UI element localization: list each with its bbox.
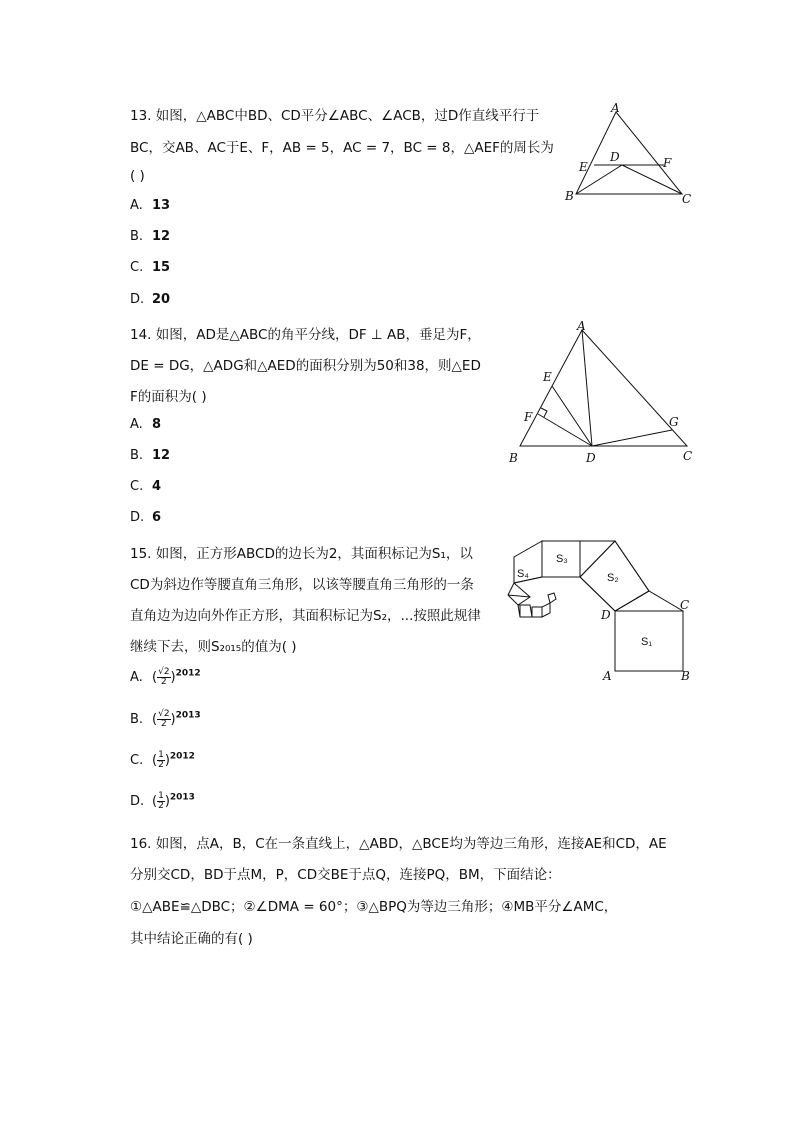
q13-label-f: F	[663, 156, 672, 170]
q14-label-c: C	[683, 449, 693, 463]
q16-stem-line1: 16. 如图，点A，B，C在一条直线上，△ABD，△BCE均为等边三角形，连接AE和CD，AE	[130, 836, 667, 852]
q15-option-c[interactable]: C. ( $\frac{1}{2}$ )$^{2012}$	[130, 750, 195, 770]
q14-option-a[interactable]: A. 8	[130, 417, 162, 432]
q15-label-b: B	[681, 669, 690, 683]
q15-option-a[interactable]: A. ( $\frac{√2}{2}$ )$^{2012}$	[130, 667, 201, 687]
q14-label-d: D	[586, 451, 596, 465]
q15-figure	[500, 535, 700, 685]
q14-label-g: G	[669, 415, 679, 429]
q13-label-a: A	[611, 101, 620, 115]
q14-stem-line3: F的面积为( )	[130, 389, 207, 405]
q14-figure	[500, 318, 700, 468]
q16-stem-line2: 分别交CD，BD于点M，P，CD交BE于点Q，连接PQ，BM，下面结论：	[130, 867, 561, 883]
q13-label-c: C	[682, 192, 692, 206]
q13-option-a[interactable]: A. 13	[130, 198, 171, 213]
q14-option-d[interactable]: D. 6	[130, 510, 162, 525]
q15-label-s3: S₃	[556, 553, 568, 565]
q15-label-a: A	[603, 669, 612, 683]
q15-option-d[interactable]: D. ( $\frac{1}{2}$ )$^{2013}$	[130, 791, 195, 811]
q13-stem-line2: BC，交AB、AC于E、F，AB = 5，AC = 7，BC = 8，△AEF的周长为	[130, 140, 554, 156]
q13-option-c[interactable]: C. 15	[130, 260, 171, 275]
q15-option-b[interactable]: B. ( $\frac{√2}{2}$ )$^{2013}$	[130, 709, 201, 729]
q14-label-b: B	[509, 451, 518, 465]
q13-option-b[interactable]: B. 12	[130, 229, 171, 244]
q14-option-c[interactable]: C. 4	[130, 479, 162, 494]
q15-stem-line1: 15. 如图，正方形ABCD的边长为2，其面积标记为S₁，以	[130, 546, 473, 562]
q13-label-e: E	[579, 160, 588, 174]
q16-stem-line3: ①△ABE≌△DBC；②∠DMA = 60°；③△BPQ为等边三角形；④MB平分∠AMC，	[130, 899, 618, 915]
q15-label-s2: S₂	[607, 572, 619, 584]
q14-label-e: E	[543, 370, 552, 384]
q13-stem-line1: 13. 如图，△ABC中BD、CD平分∠ABC、∠ACB，过D作直线平行于	[130, 108, 540, 124]
q16-stem-line4: 其中结论正确的有( )	[130, 931, 253, 947]
q15-stem-line2: CD为斜边作等腰直角三角形，以该等腰直角三角形的一条	[130, 577, 474, 593]
q14-label-a: A	[577, 319, 586, 333]
q14-option-b[interactable]: B. 12	[130, 448, 171, 463]
q14-label-f: F	[524, 410, 533, 424]
q15-stem-line3: 直角边为边向外作正方形，其面积标记为S₂，...按照此规律	[130, 608, 481, 624]
q14-stem-line2: DE = DG，△ADG和△AED的面积分别为50和38，则△ED	[130, 358, 481, 374]
q13-option-d[interactable]: D. 20	[130, 292, 171, 307]
q15-stem-line4: 继续下去，则S₂₀₁₅的值为( )	[130, 639, 297, 655]
q13-label-d: D	[610, 150, 620, 164]
q15-label-s4: S₄	[517, 568, 529, 580]
q15-label-d: D	[601, 608, 611, 622]
q15-label-s1: S₁	[641, 636, 653, 648]
q13-label-b: B	[565, 189, 574, 203]
q14-stem-line1: 14. 如图，AD是△ABC的角平分线，DF ⊥ AB，垂足为F，	[130, 327, 481, 343]
q13-stem-line3: ( )	[130, 168, 145, 184]
q15-label-c: C	[680, 598, 690, 612]
q13-figure	[560, 100, 700, 210]
